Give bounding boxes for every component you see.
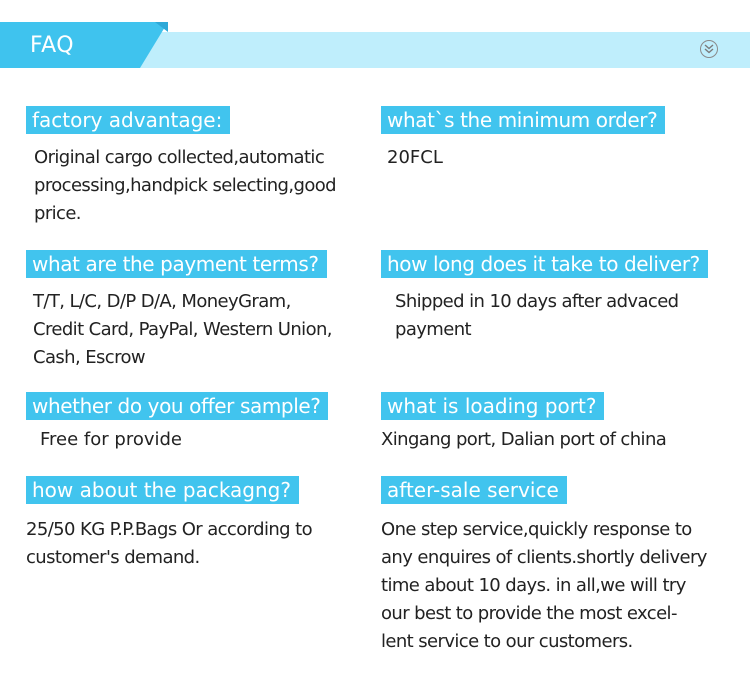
page-title: FAQ [30,33,75,58]
answer-line: time about 10 days. in all,we will try [381,575,686,596]
faq-item-factory-advantage [26,106,336,228]
answer-line: Shipped in 10 days after advaced [395,291,679,312]
answer-line: T/T, L/C, D/P D/A, MoneyGram, [33,291,291,312]
answer-line: any enquires of clients.shortly delivery [381,547,707,568]
question-label: whether do you offer sample? [26,392,328,420]
question-label: what is loading port? [381,392,604,420]
faq-header-banner [0,0,750,75]
answer-line: Xingang port, Dalian port of china [381,429,667,450]
question-label: how about the packagng? [26,476,299,504]
answer-text [381,426,666,454]
answer-text [26,516,312,572]
answer-line: Credit Card, PayPal, Western Union, [33,319,332,340]
answer-line: Cash, Escrow [33,347,146,368]
answer-line: processing,handpick selecting,good [34,175,336,196]
answer-text [381,288,708,344]
answer-text [26,426,328,454]
answer-text [381,144,665,172]
faq-item-packaging [26,476,312,572]
answer-line: Free for provide [40,429,182,450]
faq-item-payment-terms [26,250,332,372]
answer-line: Original cargo collected,automatic [34,147,325,168]
chevron-down-circle-icon[interactable] [700,40,718,58]
answer-text [381,516,707,656]
answer-line: payment [395,319,471,340]
faq-item-sample [26,392,328,454]
faq-item-after-sale [381,476,707,656]
faq-item-loading-port [381,392,666,454]
answer-line: lent service to our customers. [381,631,633,652]
question-label: what are the payment terms? [26,250,327,278]
faq-item-minimum-order [381,106,665,172]
question-label: how long does it take to deliver? [381,250,708,278]
answer-line: One step service,quickly response to [381,519,692,540]
answer-line: 20FCL [387,147,443,168]
answer-line: customer's demand. [26,547,200,568]
faq-item-delivery-time [381,250,708,344]
question-label: factory advantage: [26,106,230,134]
answer-line: 25/50 KG P.P.Bags Or according to [26,519,312,540]
answer-text [26,144,336,228]
question-label: after-sale service [381,476,567,504]
answer-line: price. [34,203,81,224]
question-label: what`s the minimum order? [381,106,665,134]
answer-text [26,288,332,372]
banner-background [0,0,750,75]
answer-line: our best to provide the most excel- [381,603,677,624]
